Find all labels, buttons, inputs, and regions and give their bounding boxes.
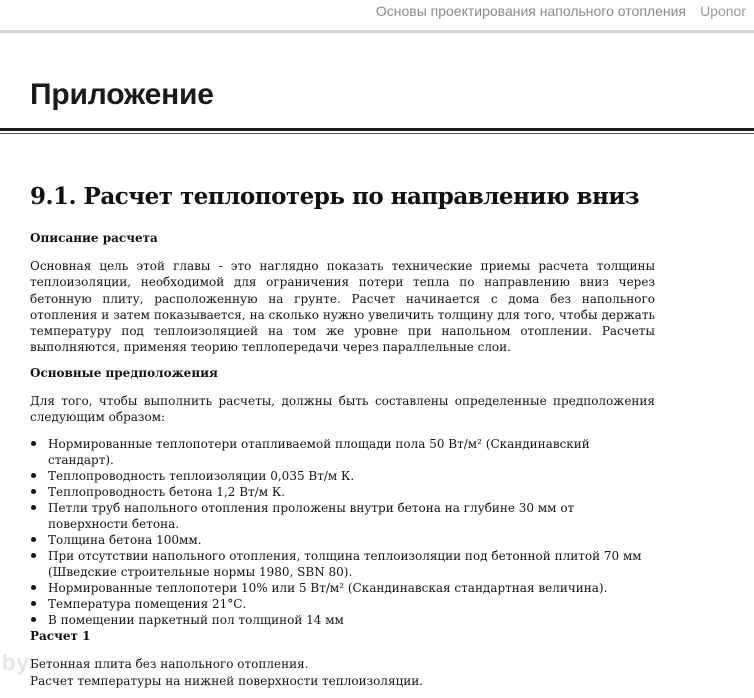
list-item — [30, 596, 658, 612]
list-item — [30, 580, 658, 596]
list-item-text: Теплопроводность бетона 1,2 Вт/м К. — [48, 485, 285, 499]
list-item-text: Теплопроводность теплоизоляции 0,035 Вт/м К. — [48, 469, 355, 483]
bullet-icon — [31, 473, 36, 478]
assumptions-intro: Для того, чтобы выполнить расчеты, должны быть составлены определенные предположения следующим образом: — [30, 394, 655, 425]
bullet-icon — [31, 505, 36, 510]
list-item — [30, 436, 658, 468]
bullet-icon — [31, 489, 36, 494]
bullet-icon — [31, 585, 36, 590]
list-item-text: Температура помещения 21°С. — [48, 597, 247, 611]
bullet-icon — [31, 441, 36, 446]
bullet-icon — [31, 553, 36, 558]
calc-heading: Расчет 1 — [30, 629, 91, 643]
list-item-text: Толщина бетона 100мм. — [48, 533, 202, 547]
list-item-text: При отсутствии напольного отопления, толщина теплоизоляции под бетонной плитой 70 мм (Шведские строительные нормы 1980, SBN 80). — [48, 549, 642, 579]
watermark: by — [2, 650, 30, 675]
description-paragraph: Основная цель этой главы - это наглядно показать технические приемы расчета толщины теплоизоляции, необходимой для ограничения потери тепла по направлению вниз через бетонную плиту, расположенную на грунте. Расчет начинается с дома без напольного отопления и затем показывается, на сколько нужно увеличить толщину для того, чтобы держать температуру под теплоизоляцией на том же уровне при напольном отоплении. Расчеты выполняются, применяя теорию теплопередачи через параллельные слои. — [30, 259, 655, 355]
calc-line-2: Расчет температуры на нижней поверхности теплоизоляции. — [30, 674, 424, 688]
chapter-rule-thin — [0, 133, 754, 134]
list-item-text: Нормированные теплопотери отапливаемой площади пола 50 Вт/м² (Скандинавский стандарт). — [48, 437, 590, 467]
assumptions-heading: Основные предположения — [30, 366, 218, 380]
list-item-text: В помещении паркетный пол толщиной 14 мм — [48, 613, 344, 627]
chapter-title: Приложение — [30, 78, 214, 111]
running-header — [0, 0, 754, 33]
header-brand: Uponor — [700, 3, 746, 19]
list-item-text: Петли труб напольного отопления проложены внутри бетона на глубине 30 мм от поверхности бетона. — [48, 501, 575, 531]
list-item — [30, 484, 658, 500]
list-item — [30, 500, 658, 532]
calc-line-1: Бетонная плита без напольного отопления. — [30, 657, 309, 671]
bullet-icon — [31, 617, 36, 622]
assumptions-list — [30, 436, 658, 628]
bullet-icon — [31, 601, 36, 606]
list-item — [30, 532, 658, 548]
header-title: Основы проектирования напольного отопления — [375, 3, 686, 19]
list-item — [30, 468, 658, 484]
list-item-text: Нормированные теплопотери 10% или 5 Вт/м² (Скандинавская стандартная величина). — [48, 581, 608, 595]
section-title: 9.1. Расчет теплопотерь по направлению вниз — [30, 183, 640, 210]
bullet-icon — [31, 537, 36, 542]
list-item — [30, 548, 658, 580]
chapter-rule-thick — [0, 128, 754, 131]
list-item — [30, 612, 658, 628]
description-heading: Описание расчета — [30, 231, 158, 245]
